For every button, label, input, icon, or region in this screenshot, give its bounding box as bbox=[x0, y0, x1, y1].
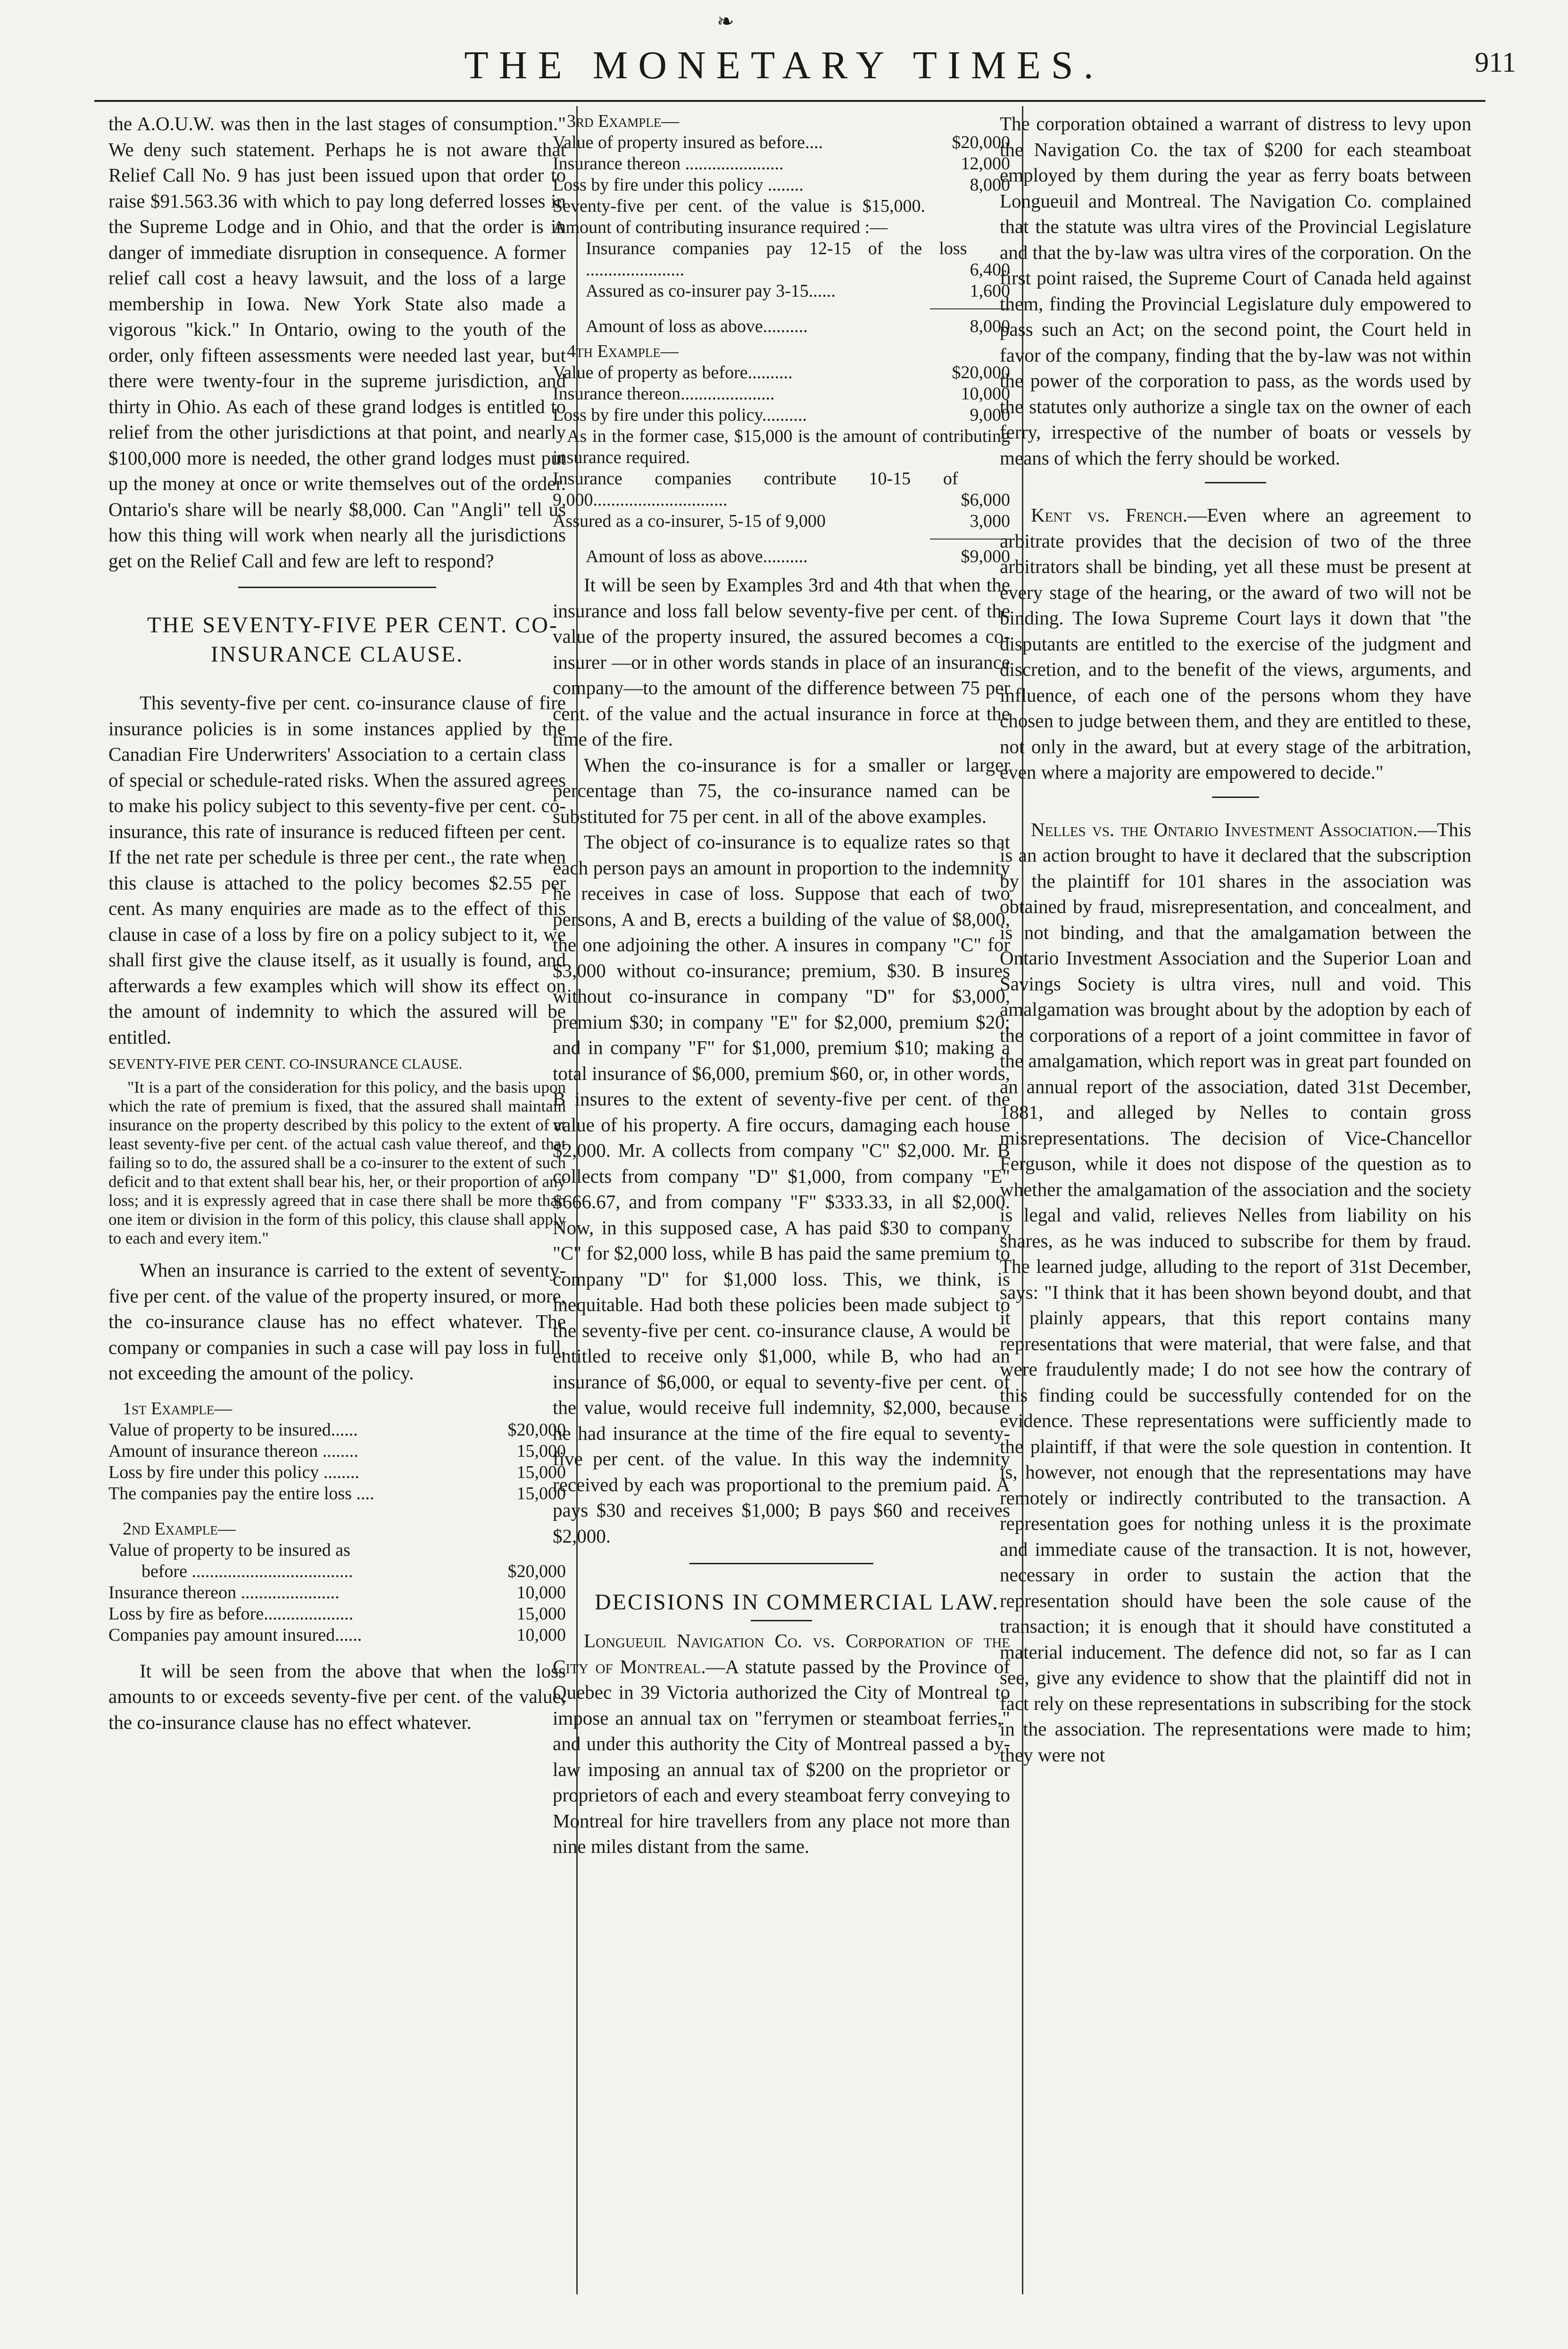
paragraph bbox=[1000, 502, 1471, 785]
row-label: Loss by fire under this policy.......... bbox=[553, 405, 807, 425]
ornament: ❧ bbox=[717, 10, 734, 33]
row-value: 9,000 bbox=[970, 405, 1010, 425]
row-value: 10,000 bbox=[516, 1625, 566, 1645]
row-label: Amount of loss as above.......... bbox=[586, 316, 808, 336]
page-header bbox=[0, 10, 1568, 99]
example-4 bbox=[553, 341, 1010, 567]
paragraph: the A.O.U.W. was then in the last stages of consumption." We deny such statement. Perhaps he is not aware that Relief Call No. 9 has just been issued upon that order to raise $91.563.36 with which to pay long deferred losses in the Supreme Lodge and in Ohio, and that the order is in danger of immediate disruption in consequence. A former relief call cost a heavy lawsuit, and the loss of a large membership in Iowa. New York State also made a vigorous "kick." In Ontario, owing to the youth of the order, only fifteen assessments were needed last year, but there were twenty-four in the supreme jurisdiction, and thirty in Ohio. As each of these grand lodges is entitled to relief from the other jurisdictions at that point, and nearly $100,000 more is needed, the other grand lodges must put up the money at once or write themselves out of the order. Ontario's share will be nearly $8,000. Can "Angli" tell us how this thing will work when nearly all the jurisdictions get on the Relief Call and few are left to respond? bbox=[108, 113, 566, 572]
row-label: Assured as a co-insurer, 5-15 of 9,000 bbox=[553, 511, 826, 531]
section-heading: THE SEVENTY-FIVE PER CENT. CO-INSURANCE CLAUSE. bbox=[147, 613, 558, 667]
row-value: $20,000 bbox=[952, 363, 1010, 382]
example-text: As in the former case, $15,000 is the amount of contributing insurance required. bbox=[553, 426, 1010, 467]
case-title: Nelles vs. the Ontario Investment Association. bbox=[1031, 818, 1418, 840]
page-number: 911 bbox=[1475, 47, 1516, 78]
column-2 bbox=[553, 111, 1010, 2304]
paragraph: It will be seen by Examples 3rd and 4th that when the insurance and loss fall below seventy-five per cent. of the value of the property insured, the assured becomes a co-insurer —or in other words stands in place of an insurance company—to the amount of the difference between 75 per cent. of the value and the actual insurance in force at the time of the fire. bbox=[553, 574, 1010, 750]
example-3 bbox=[553, 111, 1010, 337]
row-value: 15,000 bbox=[516, 1441, 566, 1461]
example-title: 2nd Example— bbox=[123, 1519, 236, 1539]
row-value: $20,000 bbox=[952, 133, 1010, 152]
example-title: 4th Example— bbox=[567, 341, 679, 361]
clause-quote bbox=[108, 1078, 566, 1248]
short-rule bbox=[751, 1620, 812, 1621]
row-label: The companies pay the entire loss .... bbox=[108, 1483, 374, 1503]
example-2 bbox=[108, 1519, 566, 1646]
row-label: Insurance thereon ...................... bbox=[108, 1582, 340, 1602]
example-title: 3rd Example— bbox=[567, 111, 680, 131]
row-value: 8,000 bbox=[970, 316, 1010, 336]
row-value: 15,000 bbox=[516, 1483, 566, 1503]
row-value: 1,600 bbox=[970, 281, 1010, 301]
row-value: $6,000 bbox=[961, 490, 1010, 510]
paragraph bbox=[1000, 817, 1471, 1768]
row-value: $20,000 bbox=[507, 1561, 566, 1581]
case-title: Longueuil Navigation Co. vs. Corporation of the City of Montreal. bbox=[553, 1630, 1010, 1677]
paragraph: When an insurance is carried to the extent of seventy-five per cent. of the value of the property insured, or more, the co-insurance clause has no effect whatever. The company or companies in such a case will pay loss in full, not exceeding the amount of the policy. bbox=[108, 1259, 566, 1384]
example-1 bbox=[108, 1398, 566, 1504]
example-row bbox=[108, 1441, 566, 1462]
case-text: —This is an action brought to have it declared that the subscription by the plaintiff for 101 shares in the association was obtained by fraud, misrepresentation, and concealment, and is not binding, and that the amalgamation between the Ontario Investment Association and the Superior Loan and Savings Society is ultra vires, null and void. This amalgamation was brought about by the adoption by each of the corporations of a report of a joint committee in favor of the amalgamation, which report was in great part founded on an annual report of the association, dated 31st December, 1881, and alleged by Nelles to contain gross misrepresentations. The decision of Vice-Chancellor Ferguson, while it does not dispose of the question as to whether the amalgamation of the association and the society is legal and valid, relieves Nelles from liability on his shares, as he was induced to subscribe for them by fraud. The learned judge, alluding to the report of 31st December, says: "I think that it has been shown beyond doubt, and that it plainly appears, that this report contains many representations that were material, that were false, and that were fraudulently made; I do not see how the contrary of this finding could be successfully contended for on the evidence. These representations were sufficiently made to the plaintiff, if that were the sole question in contention. It is, however, not enough that the representations may have remotely or indirectly contributed to the transaction. A representation goes for nothing unless it is the proximate and immediate cause of the transaction. It is not, however, necessary in order to sustain the action that the representation should have been the sole cause of the transaction; it is enough that it should have constituted a material inducement. The defence did not, so far as I can see, give any evidence to show that the plaintiff did not in fact rely on these representations in subscribing for the stock in the association. The representations were made to him; they were not bbox=[1000, 818, 1471, 1766]
total-rule bbox=[930, 539, 1010, 540]
example-row bbox=[108, 1625, 566, 1646]
total-rule bbox=[930, 308, 1010, 309]
example-row bbox=[553, 174, 1010, 196]
masthead-title: THE MONETARY TIMES. bbox=[464, 43, 1104, 87]
example-line: Value of property to be insured as bbox=[108, 1540, 350, 1560]
row-value: 3,000 bbox=[970, 511, 1010, 531]
example-row bbox=[108, 1462, 566, 1483]
example-row bbox=[553, 468, 1010, 511]
case-text: —A statute passed by the Province of Quebec in 39 Victoria authorized the City of Montreal to impose an annual tax on "ferrymen or steamboat ferries," and under this authority the City of Montreal passed a by-law imposing an annual tax of $200 on the proprietor or proprietors of each and every steamboat ferry conveying to Montreal for hire travellers from any place not more than nine miles distant from the same. bbox=[553, 1655, 1010, 1857]
column-3 bbox=[1000, 111, 1471, 2304]
row-label: Insurance thereon ...................... bbox=[553, 154, 784, 174]
row-value: 15,000 bbox=[516, 1603, 566, 1624]
paragraph: The corporation obtained a warrant of distress to levy upon the Navigation Co. the tax of $200 for each steamboat employed by them during the year as ferry boats between Longueuil and Montreal. The Navigation Co. complained that the statute was ultra vires of the Provincial Legislature and that the by-law was ultra vires of the corporation. On the first point raised, the Supreme Court of Canada held against them, finding the Provincial Legislature duly empowered to pass such an Act; on the second point, the Court held in favor of the company, finding that the by-law was not within the power of the corporation to pass, as the words used by the statutes only authorize a single tax on the owner of each ferry, irrespective of the number of boats or vessels by means of which the ferry should be worked. bbox=[1000, 113, 1471, 469]
example-row bbox=[553, 511, 1010, 532]
row-label: Insurance thereon..................... bbox=[553, 384, 775, 404]
row-value: $9,000 bbox=[961, 547, 1010, 566]
case-title: Kent vs. French. bbox=[1031, 504, 1188, 526]
clause-text: "It is a part of the consideration for this policy, and the basis upon which the rate of premium is fixed, that the assured shall maintain insurance on the property described by this policy to the extent of at least seventy-five per cent. of the actual cash value thereof, and that failing so to do, the assured shall be a co-insurer to the extent of such deficit and to that extent shall bear his, her, or their proportion of any loss; and it is expressly agreed that in case there shall be more than one item or division in the form of this policy, this clause shall apply to each and every item." bbox=[108, 1078, 566, 1247]
row-label: Insurance companies contribute 10-15 of 9,000.............................. bbox=[553, 469, 958, 510]
row-label: Loss by fire as before.................... bbox=[108, 1603, 354, 1624]
header-rule bbox=[94, 100, 1485, 102]
example-row bbox=[108, 1603, 566, 1625]
row-value: 6,400 bbox=[970, 260, 1010, 280]
row-value: 10,000 bbox=[961, 384, 1010, 404]
row-label: Loss by fire under this policy ........ bbox=[553, 175, 804, 195]
row-label: Loss by fire under this policy ........ bbox=[108, 1462, 359, 1482]
row-value: 12,000 bbox=[961, 154, 1010, 174]
row-label: Value of property insured as before.... bbox=[553, 133, 823, 152]
paragraph: When the co-insurance is for a smaller or larger percentage than 75, the co-insurance named can be substituted for 75 per cent. in all of the above examples. bbox=[553, 754, 1010, 827]
row-label: Assured as co-insurer pay 3-15...... bbox=[586, 281, 836, 301]
row-label: Amount of loss as above.......... bbox=[586, 547, 808, 566]
example-row bbox=[553, 405, 1010, 426]
example-row bbox=[108, 1419, 566, 1441]
paragraph bbox=[553, 1628, 1010, 1859]
row-value: $20,000 bbox=[507, 1419, 566, 1440]
column-1 bbox=[108, 111, 566, 2304]
example-title: 1st Example— bbox=[123, 1398, 232, 1419]
row-label: before .................................... bbox=[141, 1561, 353, 1581]
example-row bbox=[553, 362, 1010, 383]
row-value: 10,000 bbox=[516, 1582, 566, 1602]
example-row bbox=[108, 1582, 566, 1603]
paragraph: This seventy-five per cent. co-insurance clause of fire insurance policies is in some instances applied by the Canadian Fire Underwriters' Association to a certain class of special or schedule-rated risks. When the assured agrees to make his policy subject to this seventy-five per cent. co-insurance, this rate of insurance is reduced fifteen per cent. If the net rate per schedule is three per cent., the rate when this clause is attached to the policy becomes $2.55 per cent. As many enquiries are made as to the effect of this clause in case of a loss by fire on a policy subject to it, we shall first give the clause itself, as it usually is found, and afterwards a few examples which will show its effect on the amount of indemnity to which the assured will be entitled. bbox=[108, 692, 566, 1048]
example-row bbox=[553, 153, 1010, 174]
clause-title: SEVENTY-FIVE PER CENT. CO-INSURANCE CLAUSE. bbox=[108, 1055, 463, 1072]
example-row bbox=[553, 383, 1010, 405]
case-text: —Even where an agreement to arbitrate provides that the decision of two of the three arbitrators shall be binding, yet all these must be present at every stage of the hearing, or the award of two will not be binding. The Iowa Supreme Court lays it down that "the disputants are entitled to the exercise of the judgment and discretion, and to the benefit of the views, arguments, and influence, of each one of the persons whom they have chosen to judge between them, and they are entitled to these, not only in the award, but at every stage of the arbitration, even where a majority are empowered to decide." bbox=[1000, 504, 1471, 783]
example-row bbox=[108, 1483, 566, 1504]
row-value: 15,000 bbox=[516, 1462, 566, 1482]
example-text: Seventy-five per cent. of the value is $15,000. Amount of contributing insurance required :— bbox=[553, 196, 925, 237]
paragraph: It will be seen from the above that when the loss amounts to or exceeds seventy-five per cent. of the value, the co-insurance clause has no effect whatever. bbox=[108, 1660, 566, 1733]
paragraph: The object of co-insurance is to equalize rates so that each person pays an amount in proportion to the indemnity he receives in case of loss. Suppose that each of two persons, A and B, erects a building of the value of $8,000, the one adjoining the other. A insures in company "C" for $3,000 without co-insurance; premium, $30. B insures without co-insurance in company "D" for $3,000, premium $30; in company "E" for $2,000, premium $20; and in company "F" for $1,000, premium $10; making a total insurance of $6,000, premium $60, or, in other words, B insures to the extent of seventy-five per cent. of the value of his property. A fire occurs, damaging each house $2,000. Mr. A collects from company "C" $2,000. Mr. B collects from company "D" $1,000, from company "E" $666.67, and from company "F" $333.33, in all $2,000. Now, in this supposed case, A has paid $30 to company "C" for $2,000 loss, while B has paid the same premium to company "D" for $1,000 loss. This, we think, is inequitable. Had both these policies been made subject to the seventy-five per cent. co-insurance clause, A would be entitled to receive only $1,000, while B, who had an insurance of $6,000, or equal to seventy-five per cent. of the value, would receive full indemnity, $2,000, because he had insurance at the time of the fire equal to seventy-five per cent. of the value. In this way the indemnity received by each was proportional to the premium paid. A pays $30 and receives $1,000; B pays $60 and receives $2,000. bbox=[553, 831, 1010, 1547]
section-heading: DECISIONS IN COMMERCIAL LAW. bbox=[595, 1590, 999, 1615]
example-row bbox=[553, 238, 1010, 281]
example-row bbox=[108, 1561, 566, 1582]
example-row bbox=[553, 132, 1010, 153]
row-label: Amount of insurance thereon ........ bbox=[108, 1441, 358, 1461]
example-total bbox=[553, 546, 1010, 567]
example-total bbox=[553, 316, 1010, 337]
row-label: Value of property to be insured...... bbox=[108, 1419, 358, 1440]
row-label: Companies pay amount insured...... bbox=[108, 1625, 362, 1645]
example-row bbox=[553, 281, 1010, 302]
row-value: 8,000 bbox=[970, 175, 1010, 195]
row-label: Insurance companies pay 12-15 of the loss ...................... bbox=[586, 239, 967, 280]
row-label: Value of property as before.......... bbox=[553, 363, 793, 382]
